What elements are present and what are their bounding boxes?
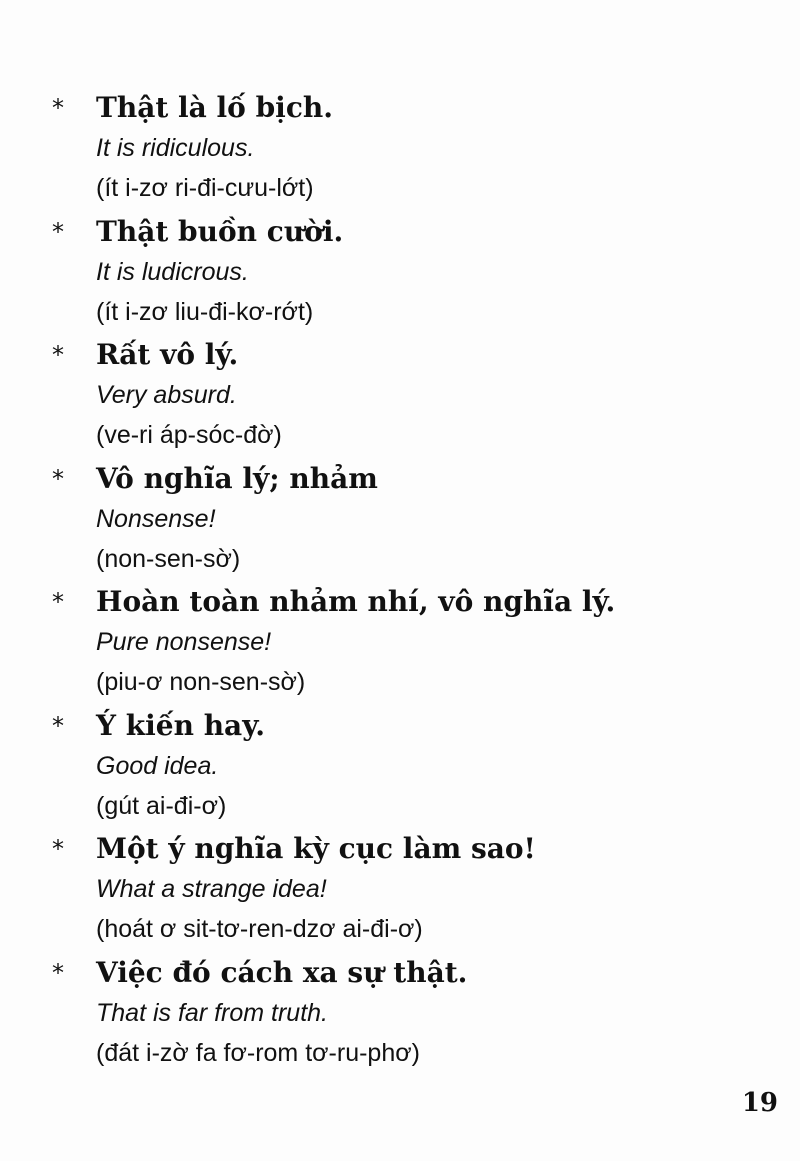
vietnamese-phrase: Việc đó cách xa sự thật.: [96, 955, 468, 989]
phrase-entry: [52, 953, 752, 1077]
phrase-entry: [52, 212, 752, 336]
phrase-entry: [52, 582, 752, 706]
bullet-star: *: [52, 835, 64, 863]
bullet-star: *: [52, 588, 64, 616]
pronunciation-guide: (gút ai-đi-ơ): [96, 791, 227, 820]
english-translation: It is ludicrous.: [96, 257, 249, 286]
bullet-star: *: [52, 217, 64, 246]
phrase-entry: [52, 88, 752, 212]
bullet-star: *: [52, 341, 64, 369]
bullet-star: *: [52, 958, 64, 987]
phrase-entry: [52, 335, 752, 459]
vietnamese-phrase: Vô nghĩa lý; nhảm: [96, 461, 378, 495]
vietnamese-phrase: Rất vô lý.: [96, 338, 239, 371]
pronunciation-guide: (ve-ri áp-sóc-đờ): [96, 421, 282, 449]
english-translation: Nonsense!: [96, 504, 216, 533]
phrase-entry: [52, 459, 752, 583]
phrase-list: [52, 88, 752, 1076]
pronunciation-guide: (hoát ơ sit-tơ-ren-dzơ ai-đi-ơ): [96, 915, 423, 943]
pronunciation-guide: (non-sen-sờ): [96, 544, 241, 573]
vietnamese-phrase: Thật buồn cười.: [96, 214, 344, 248]
vietnamese-phrase: Ý kiến hay.: [96, 708, 265, 742]
english-translation: It is ridiculous.: [96, 134, 255, 162]
phrase-entry: [52, 829, 752, 953]
english-translation: What a strange idea!: [96, 875, 327, 903]
bullet-star: *: [52, 94, 64, 122]
bullet-star: *: [52, 711, 64, 740]
vietnamese-phrase: Thật là lố bịch.: [96, 91, 333, 124]
english-translation: Good idea.: [96, 751, 219, 780]
pronunciation-guide: (đát i-zờ fa fơ-rom tơ-ru-phơ): [96, 1038, 420, 1067]
english-translation: Very absurd.: [96, 381, 237, 409]
pronunciation-guide: (piu-ơ non-sen-sờ): [96, 668, 306, 696]
pronunciation-guide: (ít i-zơ ri-đi-cưu-lớt): [96, 174, 314, 202]
english-translation: That is far from truth.: [96, 998, 329, 1027]
pronunciation-guide: (ít i-zơ liu-đi-kơ-rớt): [96, 297, 314, 326]
bullet-star: *: [52, 464, 64, 493]
vietnamese-phrase: Hoàn toàn nhảm nhí, vô nghĩa lý.: [96, 585, 616, 618]
vietnamese-phrase: Một ý nghĩa kỳ cục làm sao!: [96, 832, 536, 865]
page-number: 19: [741, 1088, 778, 1118]
english-translation: Pure nonsense!: [96, 628, 272, 656]
phrase-entry: [52, 706, 752, 830]
